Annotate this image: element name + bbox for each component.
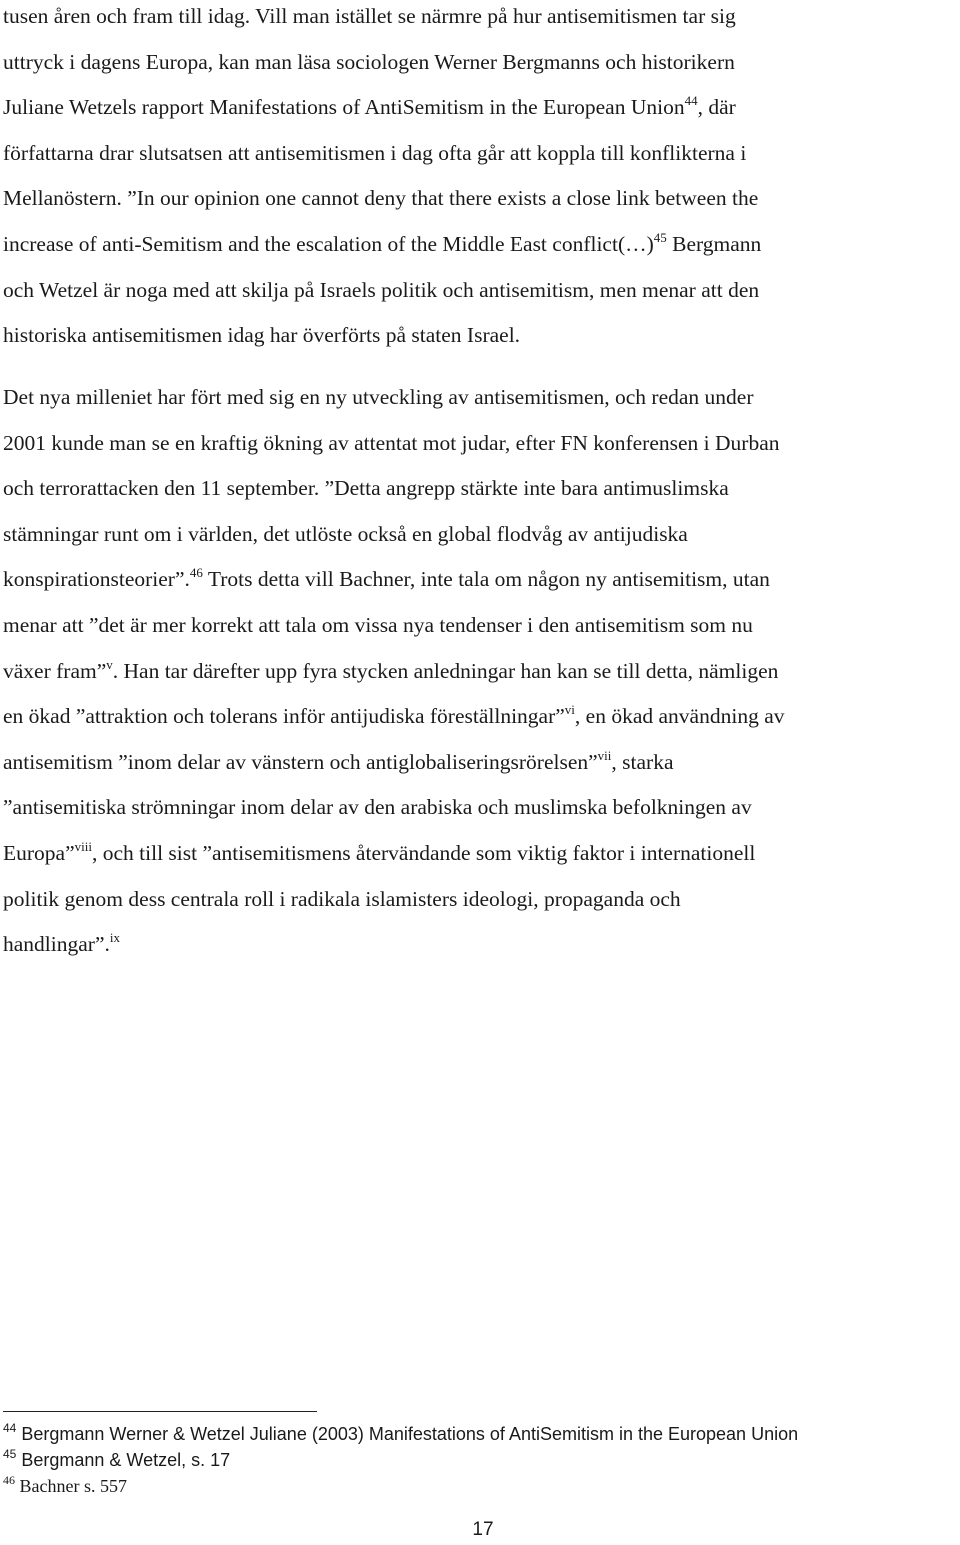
endnote-ref-ix[interactable]: ix [109,930,120,946]
body-paragraph-1 [3,0,957,359]
paragraph-line: Det nya milleniet har fört med sig en ny utveckling av antisemitismen, och redan under [3,385,754,409]
endnote-ref-vi[interactable]: vi [564,702,575,718]
paragraph-line: författarna drar slutsatsen att antisemitismen i dag ofta går att koppla till konflikterna i [3,140,747,165]
page-number: 17 [472,1519,494,1540]
line-text: , där [697,95,736,120]
footnote-ref-46[interactable]: 46 [189,565,203,581]
footnote-text: Bergmann & Wetzel, s. 17 [16,1450,231,1470]
endnote-ref-vii[interactable]: vii [597,747,612,763]
paragraph-line: historiska antisemitismen idag har överförts på staten Israel. [3,323,521,348]
paragraph-line: ”antisemitiska strömningar inom delar av den arabiska och muslimska befolkningen av [3,795,752,820]
footnotes [3,1421,798,1499]
footnote-45 [3,1447,798,1473]
footnote-ref-45[interactable]: 45 [653,229,667,245]
paragraph-line [3,222,957,268]
paragraph-line [3,831,957,877]
footnote-number: 45 [3,1447,17,1461]
footnote-46 [3,1473,798,1499]
line-text: . Han tar därefter upp fyra stycken anledningar han kan se till detta, nämligen [112,658,779,683]
paragraph-line [3,922,957,968]
paragraph-line: politik genom dess centrala roll i radikala islamisters ideologi, propaganda och [3,886,681,911]
line-text: växer fram” [3,658,107,683]
paragraph-line [3,85,957,131]
line-text: Trots detta vill Bachner, inte tala om någon ny antisemitism, utan [202,567,770,592]
paragraph-line: menar att ”det är mer korrekt att tala om vissa nya tendenser i den antisemitism som nu [3,612,753,637]
footnote-number: 46 [3,1473,15,1487]
line-text: antisemitism ”inom delar av vänstern och antiglobaliseringsrörelsen” [3,749,598,774]
paragraph-line: och terrorattacken den 11 september. ”Detta angrepp stärkte inte bara antimuslimska [3,476,729,501]
line-text: increase of anti-Semitism and the escalation of the Middle East conflict(…) [3,231,654,256]
paragraph-line: uttryck i dagens Europa, kan man läsa sociologen Werner Bergmanns och historikern [3,49,735,74]
paragraph-line: 2001 kunde man se en kraftig ökning av attentat mot judar, efter FN konferensen i Durban [3,430,780,455]
line-text: Europa” [3,840,75,865]
line-text: , starka [611,749,674,774]
line-text: konspirationsteorier”. [3,567,190,592]
paragraph-line [3,557,957,603]
paragraph-line: och Wetzel är noga med att skilja på Israels politik och antisemitism, men menar att den [3,277,760,302]
footnote-separator [3,1411,317,1412]
footnote-text: Bachner s. 557 [15,1476,127,1496]
line-text: Bergmann [666,231,762,256]
footnote-text: Bergmann Werner & Wetzel Juliane (2003) Manifestations of AntiSemitism in the European Union [16,1424,799,1444]
body-paragraph-2 [3,375,957,968]
endnote-ref-v[interactable]: v [106,656,113,672]
line-text: , en ökad användning av [574,704,785,729]
paragraph-line: tusen åren och fram till idag. Vill man istället se närmre på hur antisemitismen tar sig [3,4,736,28]
line-text: Juliane Wetzels rapport Manifestations of AntiSemitism in the European Union [3,95,685,120]
paragraph-line: Mellanöstern. ”In our opinion one cannot deny that there exists a close link between the [3,186,759,211]
footnote-44 [3,1421,798,1447]
footnote-ref-44[interactable]: 44 [684,93,698,109]
paragraph-line [3,694,957,740]
endnote-ref-viii[interactable]: viii [74,838,92,854]
line-text: , och till sist ”antisemitismens återvändande som viktig faktor i internationell [91,840,756,865]
line-text: handlingar”. [3,932,110,957]
paragraph-line [3,649,957,695]
footnote-number: 44 [3,1421,17,1435]
paragraph-line: stämningar runt om i världen, det utlöste också en global flodvåg av antijudiska [3,521,688,546]
paragraph-line [3,740,957,786]
line-text: en ökad ”attraktion och tolerans inför antijudiska föreställningar” [3,704,565,729]
